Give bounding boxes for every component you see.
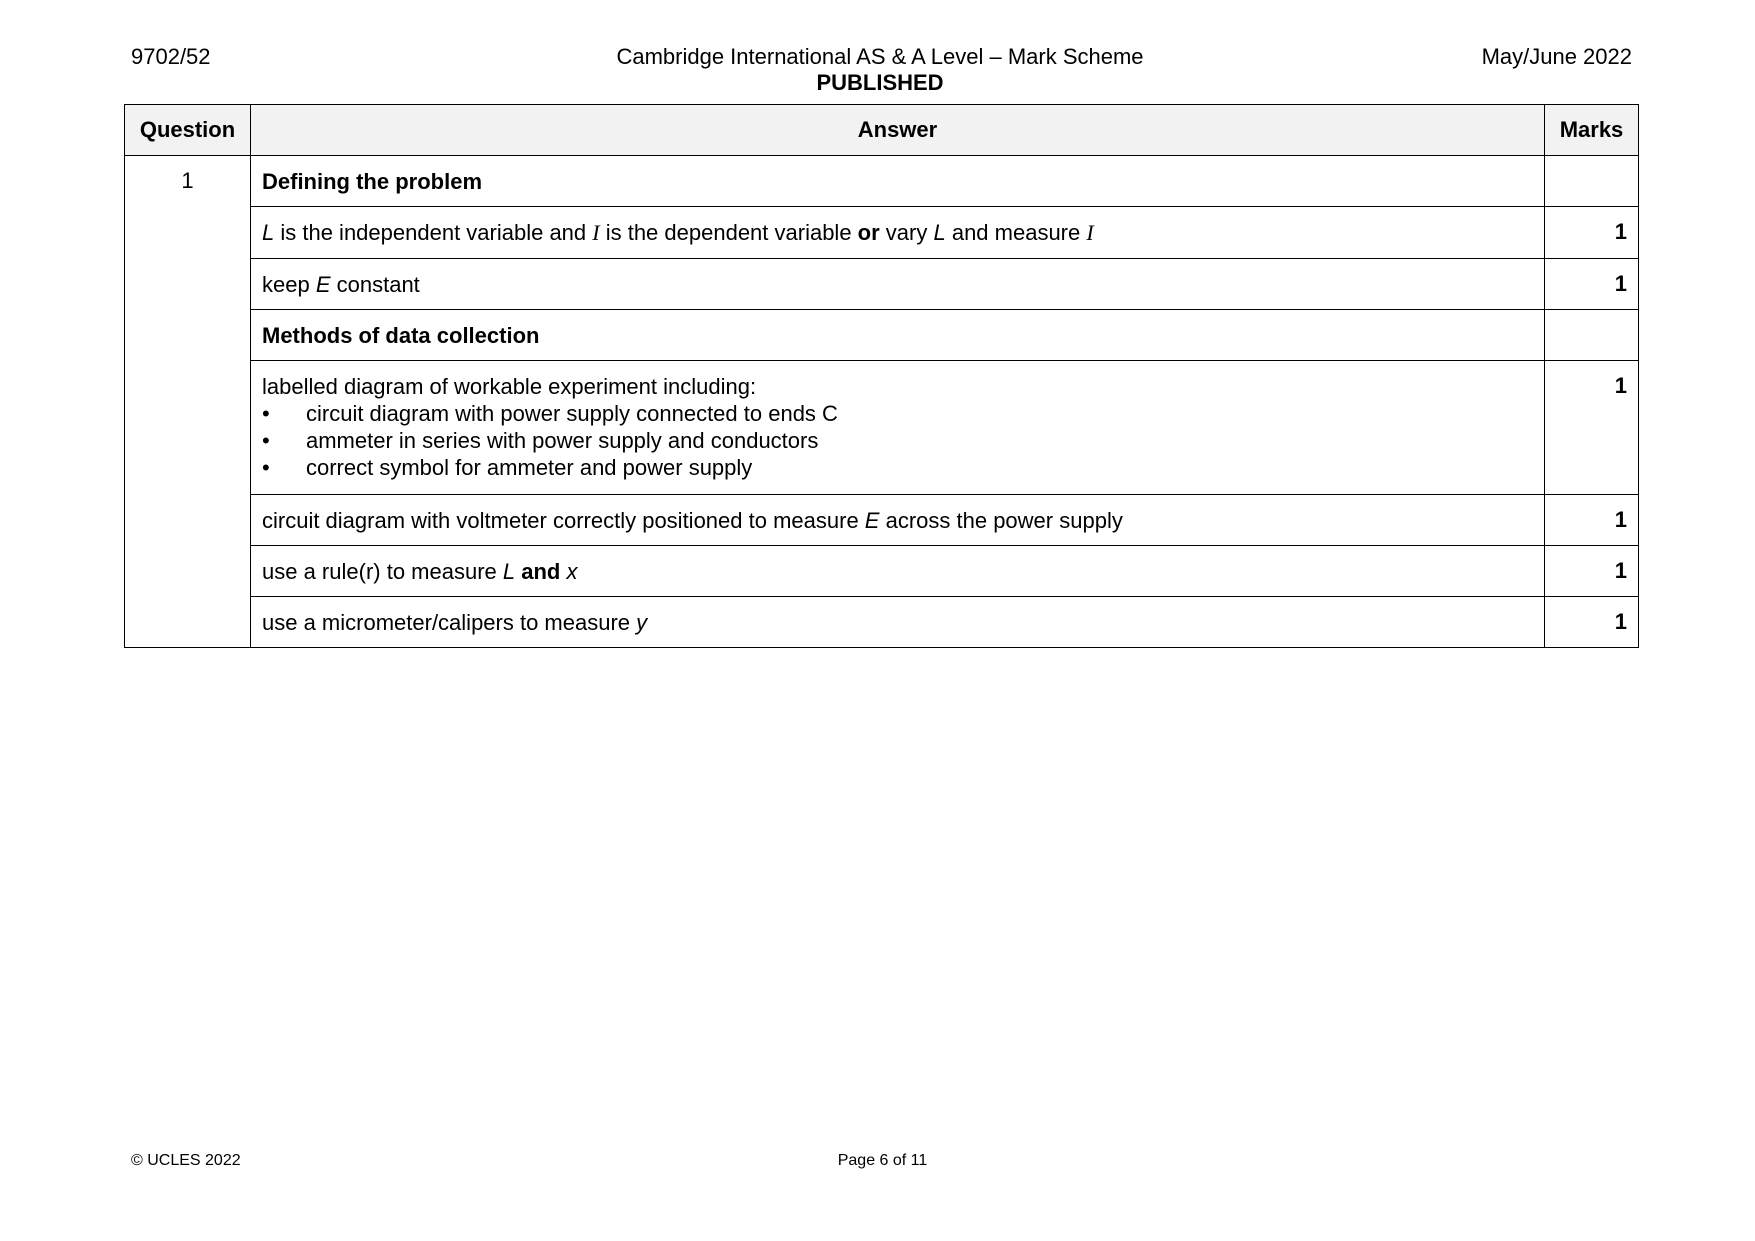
marks-cell: 1	[1545, 207, 1639, 259]
var-l: L	[933, 220, 946, 245]
column-header-answer: Answer	[251, 105, 1545, 156]
list-item: • correct symbol for ammeter and power supply	[262, 454, 1533, 481]
table-row	[125, 361, 1639, 495]
var-l: L	[502, 559, 516, 584]
paper-code: 9702/52	[131, 44, 211, 69]
answer-text: circuit diagram with voltmeter correctly positioned to measure	[262, 508, 865, 533]
table-header-row	[125, 105, 1639, 156]
answer-cell	[251, 546, 1545, 597]
var-l: L	[262, 220, 275, 245]
answer-text: keep	[262, 272, 316, 297]
marks-cell	[1545, 156, 1639, 207]
answer-intro: labelled diagram of workable experiment including:	[262, 374, 757, 399]
published-label: PUBLISHED	[816, 70, 944, 95]
mark-scheme-table	[124, 104, 1639, 648]
column-header-question: Question	[125, 105, 251, 156]
list-item: • ammeter in series with power supply and conductors	[262, 427, 1533, 454]
answer-cell	[251, 597, 1545, 648]
var-i: I	[1086, 220, 1094, 245]
section-heading-data-collection: Methods of data collection	[251, 310, 1545, 361]
column-header-marks: Marks	[1545, 105, 1639, 156]
answer-text-bold: or	[857, 220, 880, 245]
bullet-list	[262, 400, 1533, 481]
answer-cell	[251, 259, 1545, 310]
list-item: • circuit diagram with power supply connected to ends C	[262, 400, 1533, 427]
marks-cell: 1	[1545, 495, 1639, 546]
table-row	[125, 156, 1639, 207]
answer-text: constant	[330, 272, 420, 297]
answer-text: and measure	[945, 220, 1087, 245]
answer-text-bold: and	[515, 559, 561, 584]
answer-text: use a micrometer/calipers to measure	[262, 610, 637, 635]
table-row	[125, 259, 1639, 310]
var-e: E	[315, 272, 331, 297]
table-row	[125, 310, 1639, 361]
marks-cell: 1	[1545, 361, 1639, 495]
answer-cell	[251, 207, 1545, 259]
answer-text: is the dependent variable	[599, 220, 858, 245]
answer-cell	[251, 495, 1545, 546]
answer-cell	[251, 361, 1545, 495]
marks-cell: 1	[1545, 546, 1639, 597]
exam-session: May/June 2022	[1481, 44, 1632, 69]
table-row	[125, 597, 1639, 648]
table-row	[125, 207, 1639, 259]
answer-text: use a rule(r) to measure	[262, 559, 503, 584]
table-row	[125, 546, 1639, 597]
marks-cell: 1	[1545, 259, 1639, 310]
var-e: E	[864, 508, 880, 533]
table-row	[125, 495, 1639, 546]
section-heading-defining-problem: Defining the problem	[251, 156, 1545, 207]
var-x: x	[560, 559, 578, 584]
answer-text: vary	[879, 220, 934, 245]
marks-cell: 1	[1545, 597, 1639, 648]
answer-text: across the power supply	[879, 508, 1123, 533]
page-number: Page 6 of 11	[837, 1152, 928, 1169]
copyright: © UCLES 2022	[131, 1152, 241, 1169]
var-y: y	[636, 610, 648, 635]
mark-scheme-title: Cambridge International AS & A Level – Mark Scheme	[616, 44, 1144, 69]
question-number: 1	[125, 156, 251, 648]
var-i: I	[592, 220, 600, 245]
answer-text: is the independent variable and	[274, 220, 593, 245]
marks-cell	[1545, 310, 1639, 361]
